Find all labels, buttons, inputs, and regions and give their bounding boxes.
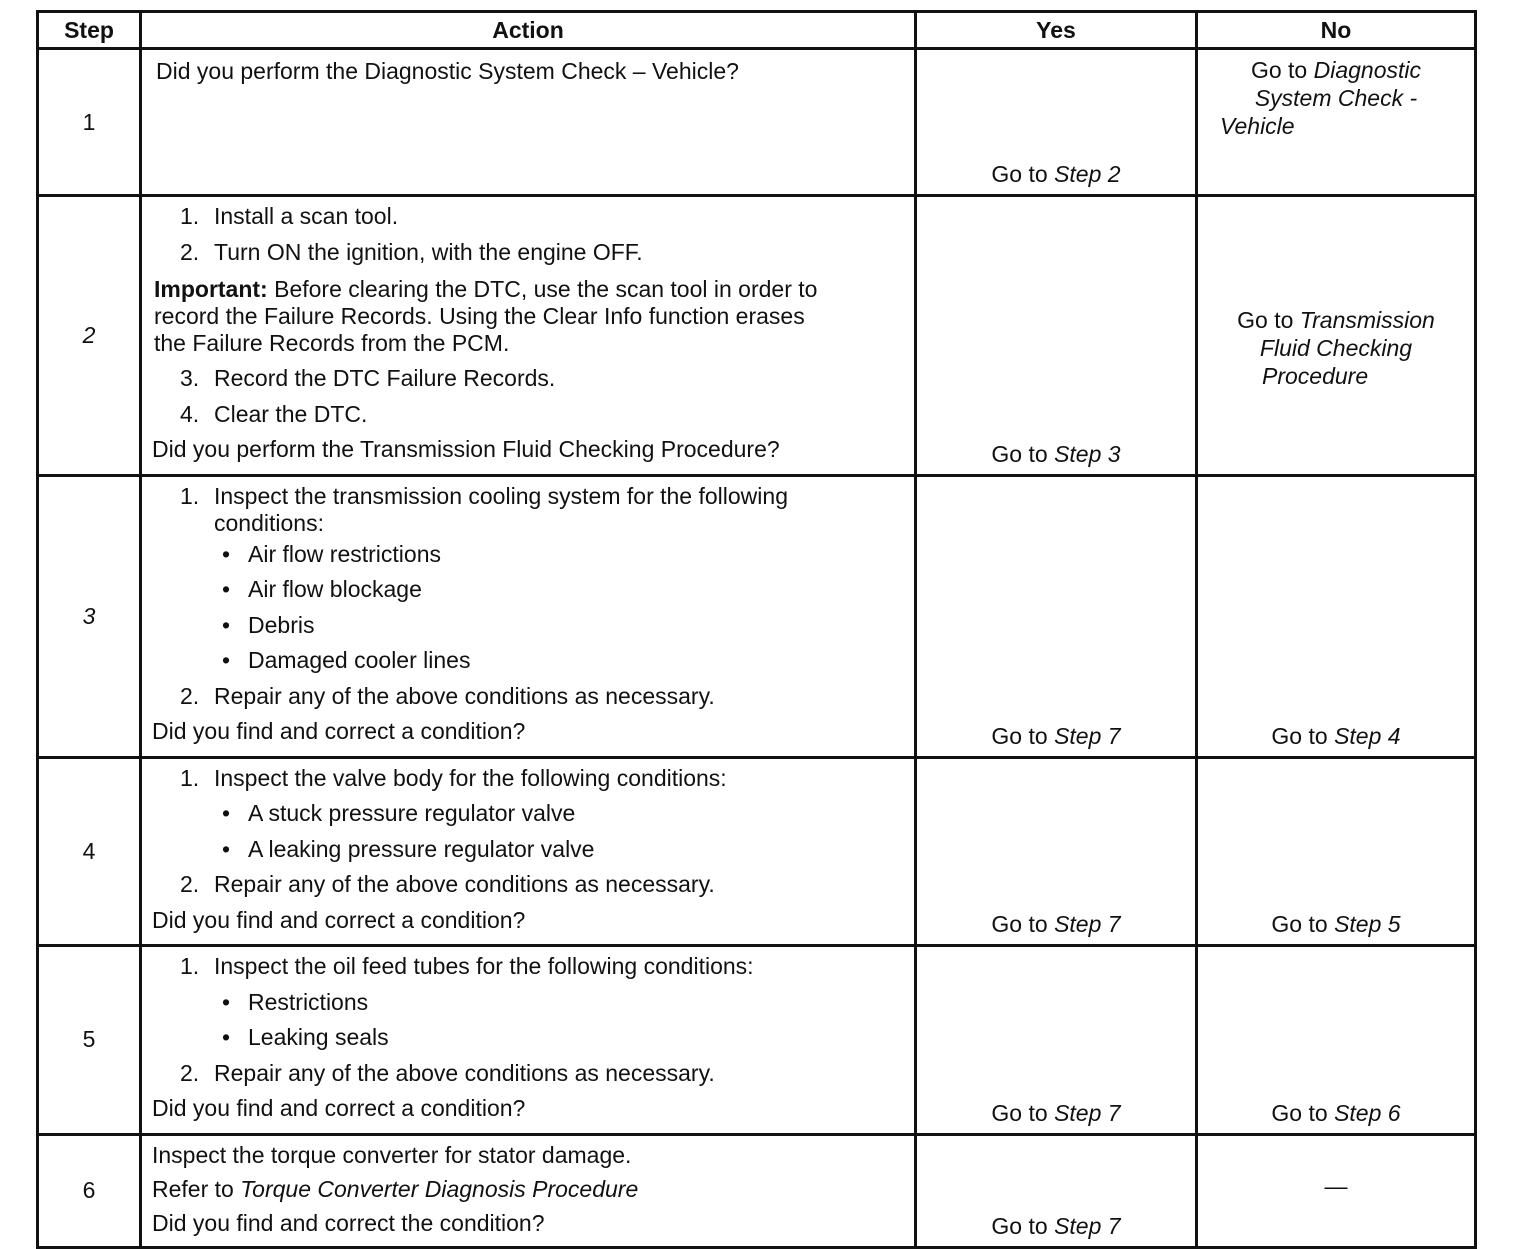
step-number: 3	[38, 475, 141, 757]
procedure-link[interactable]: System Check -	[1254, 85, 1418, 111]
list-item: 2. Repair any of the above conditions as necessary.	[180, 871, 715, 897]
list-item: 1. Install a scan tool.	[180, 203, 399, 229]
no-action-dash: —	[1324, 1172, 1348, 1199]
table-row	[38, 1134, 1476, 1247]
bullet-item: • Leaking seals	[222, 1024, 389, 1050]
question-text: Did you find and correct a condition?	[152, 1095, 526, 1121]
procedure-link[interactable]: Diagnostic	[1313, 57, 1422, 83]
no-cell	[1197, 1134, 1476, 1247]
action-cell	[141, 946, 916, 1135]
yes-cell: Go to Step 7	[916, 1134, 1197, 1247]
header-no: No	[1197, 12, 1476, 49]
table-row	[38, 49, 1476, 196]
question-text: Did you perform the Diagnostic System Check – Vehicle?	[156, 58, 739, 84]
list-item: 1. Inspect the transmission cooling system for the following	[180, 482, 788, 509]
yes-cell: Go to Step 3	[916, 196, 1197, 476]
bullet-item: • Air flow restrictions	[222, 540, 441, 567]
step-number: 4	[38, 757, 141, 946]
action-text: Inspect the torque converter for stator damage.	[152, 1141, 632, 1168]
action-cell	[141, 196, 916, 476]
step-link[interactable]: Step 7	[1054, 911, 1121, 937]
step-link[interactable]: Step 6	[1334, 1099, 1401, 1126]
step-number: 1	[38, 49, 141, 196]
bullet-item: • Air flow blockage	[222, 576, 422, 602]
bullet-item: • Damaged cooler lines	[222, 647, 471, 673]
diagnostic-table	[36, 10, 1477, 1249]
bullet-item: • Restrictions	[222, 988, 369, 1015]
procedure-link[interactable]: Procedure	[1262, 363, 1369, 390]
list-item: 2. Repair any of the above conditions as necessary.	[180, 682, 715, 709]
no-cell: Go to Step 5	[1197, 757, 1476, 946]
table-row	[38, 946, 1476, 1135]
no-cell: Go to Transmission Fluid Checking Procedure	[1197, 196, 1476, 476]
yes-cell: Go to Step 7	[916, 757, 1197, 946]
action-cell	[141, 1134, 916, 1247]
question-text: Did you find and correct the condition?	[152, 1209, 545, 1236]
list-item: 1. Inspect the oil feed tubes for the following conditions:	[180, 953, 754, 979]
bullet-item: • A stuck pressure regulator valve	[222, 800, 576, 826]
no-cell: Go to Step 6	[1197, 946, 1476, 1135]
yes-cell: Go to Step 7	[916, 475, 1197, 757]
important-note: Important: Before clearing the DTC, use the scan tool in order to record the Failure Records. Using the Clear Info function erases the Failure Records from the PCM.	[154, 276, 818, 356]
list-item: 3. Record the DTC Failure Records.	[180, 365, 556, 391]
no-cell: Go to Step 4	[1197, 475, 1476, 757]
question-text: Did you find and correct a condition?	[152, 906, 526, 933]
question-text: Did you find and correct a condition?	[152, 718, 526, 744]
header-step: Step	[38, 12, 141, 49]
action-cell: 1. Inspect the transmission cooling system for the following conditions: • Air flow restrictions • Air flow blockage • Debris • Damaged cooler lines 2. Repair any of the above conditions as necessary. Did you find and correct a condition?	[141, 475, 916, 757]
step-link[interactable]: Step 4	[1334, 722, 1401, 749]
yes-cell: Go to Step 2	[916, 49, 1197, 196]
header-yes: Yes	[916, 12, 1197, 49]
step-link[interactable]: Step 7	[1054, 722, 1121, 749]
action-cell	[141, 49, 916, 196]
step-link[interactable]: Step 7	[1054, 1099, 1121, 1126]
question-text: Did you perform the Transmission Fluid Checking Procedure?	[152, 436, 780, 462]
procedure-link[interactable]: Fluid Checking	[1259, 335, 1413, 362]
header-row	[38, 12, 1476, 49]
step-link[interactable]: Step 3	[1054, 440, 1121, 467]
step-number: 5	[38, 946, 141, 1135]
list-item: 4. Clear the DTC.	[180, 400, 368, 427]
procedure-link[interactable]: Transmission	[1299, 307, 1435, 334]
step-number: 2	[38, 196, 141, 476]
table-row	[38, 196, 1476, 476]
procedure-link[interactable]: Torque Converter Diagnosis Procedure	[240, 1175, 639, 1202]
procedure-link[interactable]: Vehicle	[1220, 113, 1295, 139]
yes-cell: Go to Step 7	[916, 946, 1197, 1135]
step-link[interactable]: Step 5	[1334, 911, 1401, 937]
list-item: 1. Inspect the valve body for the following conditions:	[180, 764, 727, 791]
no-cell: Go to Diagnostic System Check - Vehicle	[1197, 49, 1476, 196]
action-cell	[141, 757, 916, 946]
bullet-item: • A leaking pressure regulator valve	[222, 835, 595, 862]
list-item: 2. Turn ON the ignition, with the engine OFF.	[180, 238, 643, 265]
step-link[interactable]: Step 2	[1054, 161, 1121, 187]
step-number: 6	[38, 1134, 141, 1247]
header-action: Action	[141, 12, 916, 49]
refer-text: Refer to Torque Converter Diagnosis Procedure	[152, 1175, 639, 1202]
list-item: 2. Repair any of the above conditions as necessary.	[180, 1059, 715, 1086]
table-row	[38, 757, 1476, 946]
table-row	[38, 475, 1476, 757]
bullet-item: • Debris	[222, 611, 315, 638]
step-link[interactable]: Step 7	[1054, 1212, 1121, 1239]
